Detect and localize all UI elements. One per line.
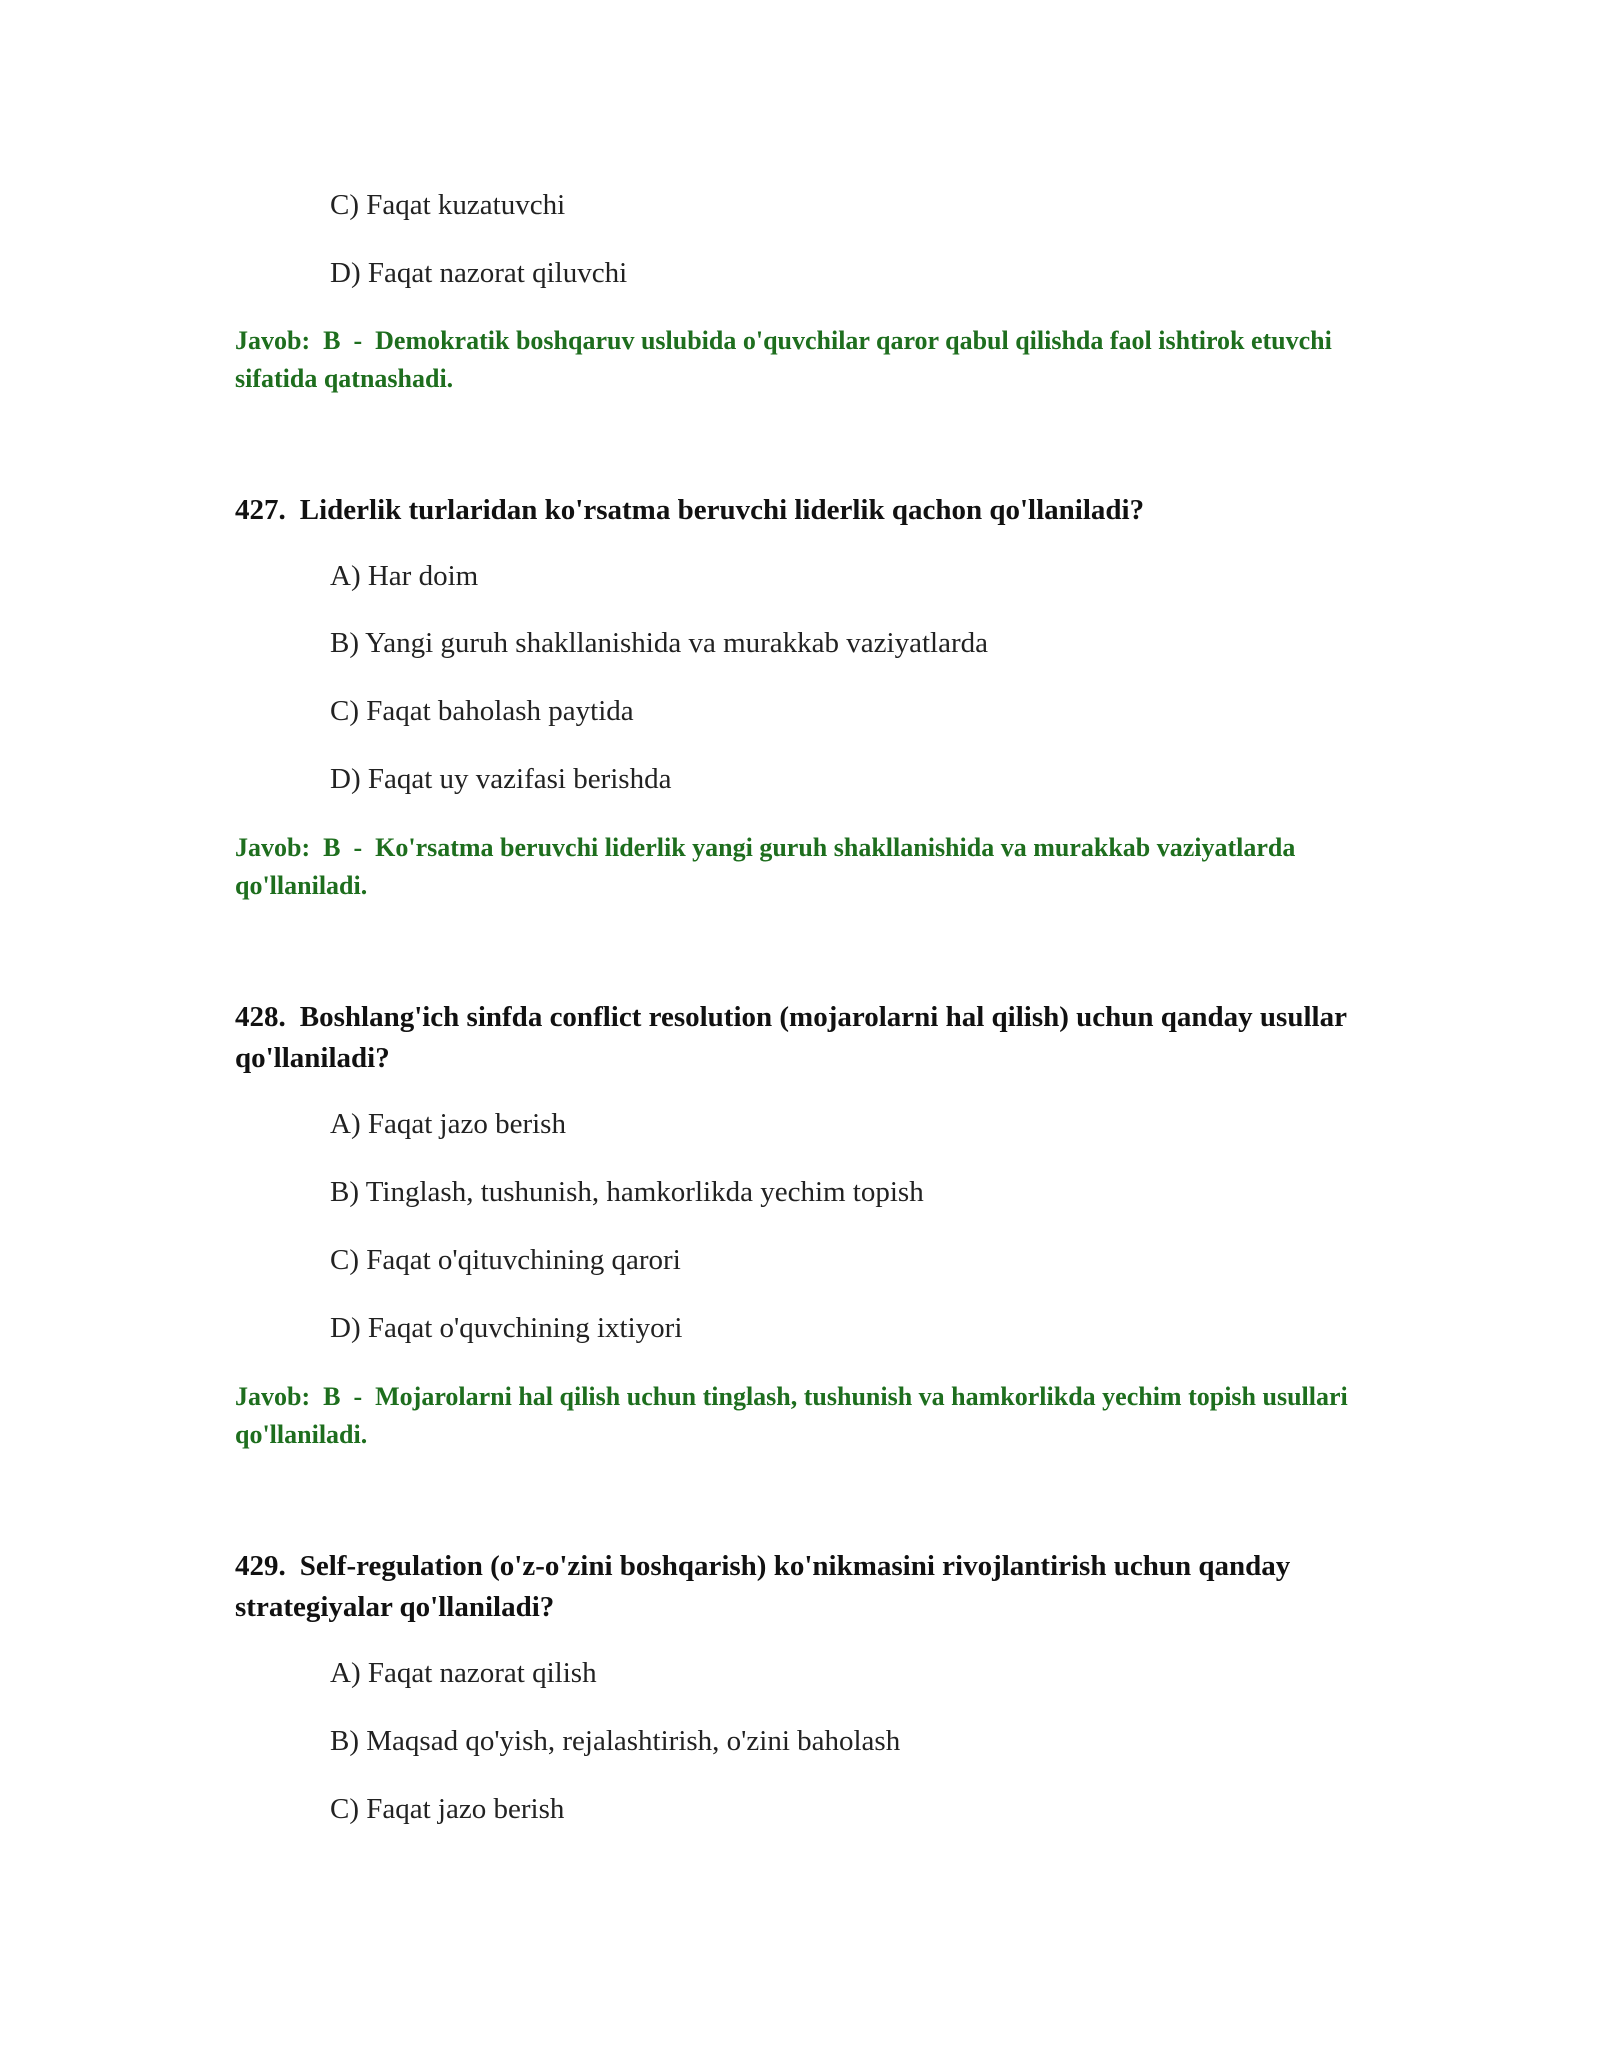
option-d: D) Faqat o'quvchining ixtiyori (330, 1312, 683, 1344)
option-a: A) Har doim (330, 560, 479, 592)
option-b: B) Tinglash, tushunish, hamkorlikda yechim topish (330, 1176, 924, 1208)
question-number: 428. (235, 1001, 286, 1033)
question-429 (235, 1546, 1365, 1628)
option-c: C) Faqat kuzatuvchi (330, 189, 566, 221)
answer-text: Demokratik boshqaruv uslubida o'quvchilar qaror qabul qilishda faol ishtirok etuvchi sifatida qatnashadi. (235, 326, 1332, 393)
answer-explanation (235, 829, 1365, 905)
question-428 (235, 997, 1365, 1079)
question-427 (235, 490, 1365, 531)
option-c: C) Faqat o'qituvchining qarori (330, 1244, 681, 1276)
answer-text: Ko'rsatma beruvchi liderlik yangi guruh shakllanishida va murakkab vaziyatlarda qo'llaniladi. (235, 833, 1296, 900)
option-d: D) Faqat uy vazifasi berishda (330, 763, 672, 795)
answer-label: Javob: B - (235, 1382, 376, 1411)
option-a: A) Faqat nazorat qilish (330, 1657, 597, 1689)
option-a: A) Faqat jazo berish (330, 1108, 566, 1140)
option-b: B) Maqsad qo'yish, rejalashtirish, o'zini baholash (330, 1725, 901, 1757)
answer-explanation (235, 1378, 1365, 1454)
question-text: Liderlik turlaridan ko'rsatma beruvchi liderlik qachon qo'llaniladi? (299, 494, 1145, 526)
answer-explanation (235, 322, 1365, 398)
question-text: Boshlang'ich sinfda conflict resolution (mojarolarni hal qilish) uchun qanday usullar qo'llaniladi? (235, 1001, 1347, 1074)
option-c: C) Faqat baholash paytida (330, 695, 634, 727)
answer-label: Javob: B - (235, 326, 376, 355)
option-c: C) Faqat jazo berish (330, 1793, 565, 1825)
question-number: 429. (235, 1550, 286, 1582)
option-d: D) Faqat nazorat qiluvchi (330, 257, 628, 289)
question-text: Self-regulation (o'z-o'zini boshqarish) ko'nikmasini rivojlantirish uchun qanday strategiyalar qo'llaniladi? (235, 1550, 1291, 1623)
answer-text: Mojarolarni hal qilish uchun tinglash, tushunish va hamkorlikda yechim topish usullari qo'llaniladi. (235, 1382, 1348, 1449)
question-number: 427. (235, 494, 286, 526)
option-b: B) Yangi guruh shakllanishida va murakkab vaziyatlarda (330, 627, 988, 659)
answer-label: Javob: B - (235, 833, 376, 862)
